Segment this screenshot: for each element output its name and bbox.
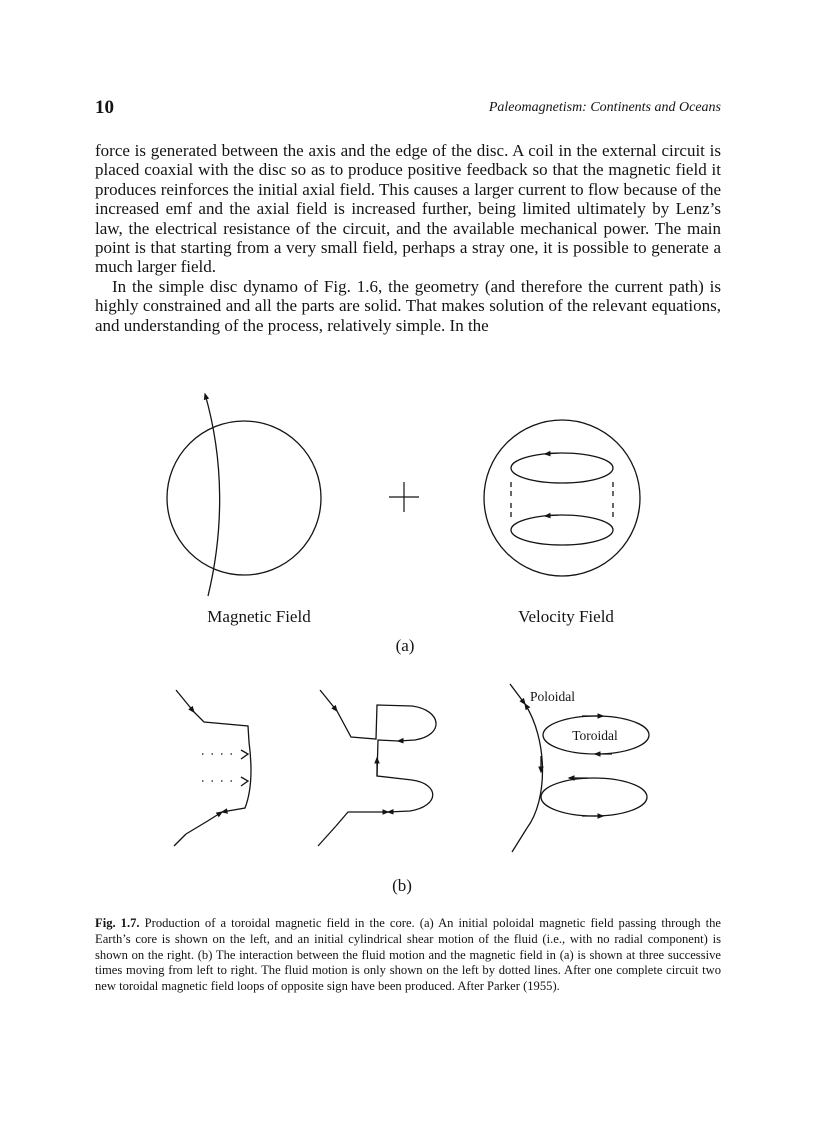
magnetic-field-diagram (167, 394, 321, 596)
stage-2-upper-line (320, 690, 337, 711)
poloidal-field-line-b (510, 684, 525, 704)
panel-b-label: (b) (392, 876, 412, 895)
velocity-field-label: Velocity Field (518, 607, 614, 626)
core-circle-right (484, 420, 640, 576)
lower-flow-loop (511, 515, 613, 545)
running-head: Paleomagnetism: Continents and Oceans (488, 100, 721, 115)
panel-a-label: (a) (395, 636, 415, 655)
page-number: 10 (95, 97, 114, 118)
poloidal-label: Poloidal (530, 689, 576, 704)
lower-toroidal-loop (541, 778, 647, 816)
toroidal-label: Toroidal (572, 728, 618, 743)
stage-3-diagram (510, 684, 649, 852)
caption-label: Fig. 1.7. (95, 916, 140, 930)
core-circle-left (167, 421, 321, 575)
figure-caption (95, 916, 721, 995)
velocity-field-diagram (484, 420, 640, 576)
paragraph-1: force is generated between the axis and the edge of the disc. A coil in the external circuit is placed coaxial with the disc so as to produce positive feedback so that the magnetic field it produces reinforces the initial axial field. This causes a larger current to flow because of the increased emf and the axial field is increased further, being limited ultimately by Lenz’s law, the electrical resistance of the circuit, and the available mechanical power. The main point is that starting from a very small field, perhaps a stray one, it is possible to generate a much larger field. (95, 141, 721, 277)
stage-2-diagram (318, 690, 436, 846)
upper-flow-loop (511, 453, 613, 483)
paragraph-2: In the simple disc dynamo of Fig. 1.6, the geometry (and therefore the current path) is highly constrained and all the parts are solid. That makes solution of the relevant equations, and understanding of the process, relatively simple. In the (95, 276, 721, 335)
caption-text: Production of a toroidal magnetic field in the core. (a) An initial poloidal magnetic field passing through the Earth’s core is shown on the left, and an initial cylindrical shear motion of the fluid (i.e., with no radial component) is shown on the right. (b) The interaction between the fluid motion and the magnetic field in (a) is shown at three successive times moving from left to right. The fluid motion is only shown on the left by dotted lines. After one complete circuit two new toroidal magnetic field loops of opposite sign have been produced. After Parker (1955). (95, 916, 721, 994)
magnetic-field-label: Magnetic Field (207, 607, 311, 626)
stage-1-upper-line (176, 690, 194, 712)
stage-1-diagram (174, 690, 251, 846)
